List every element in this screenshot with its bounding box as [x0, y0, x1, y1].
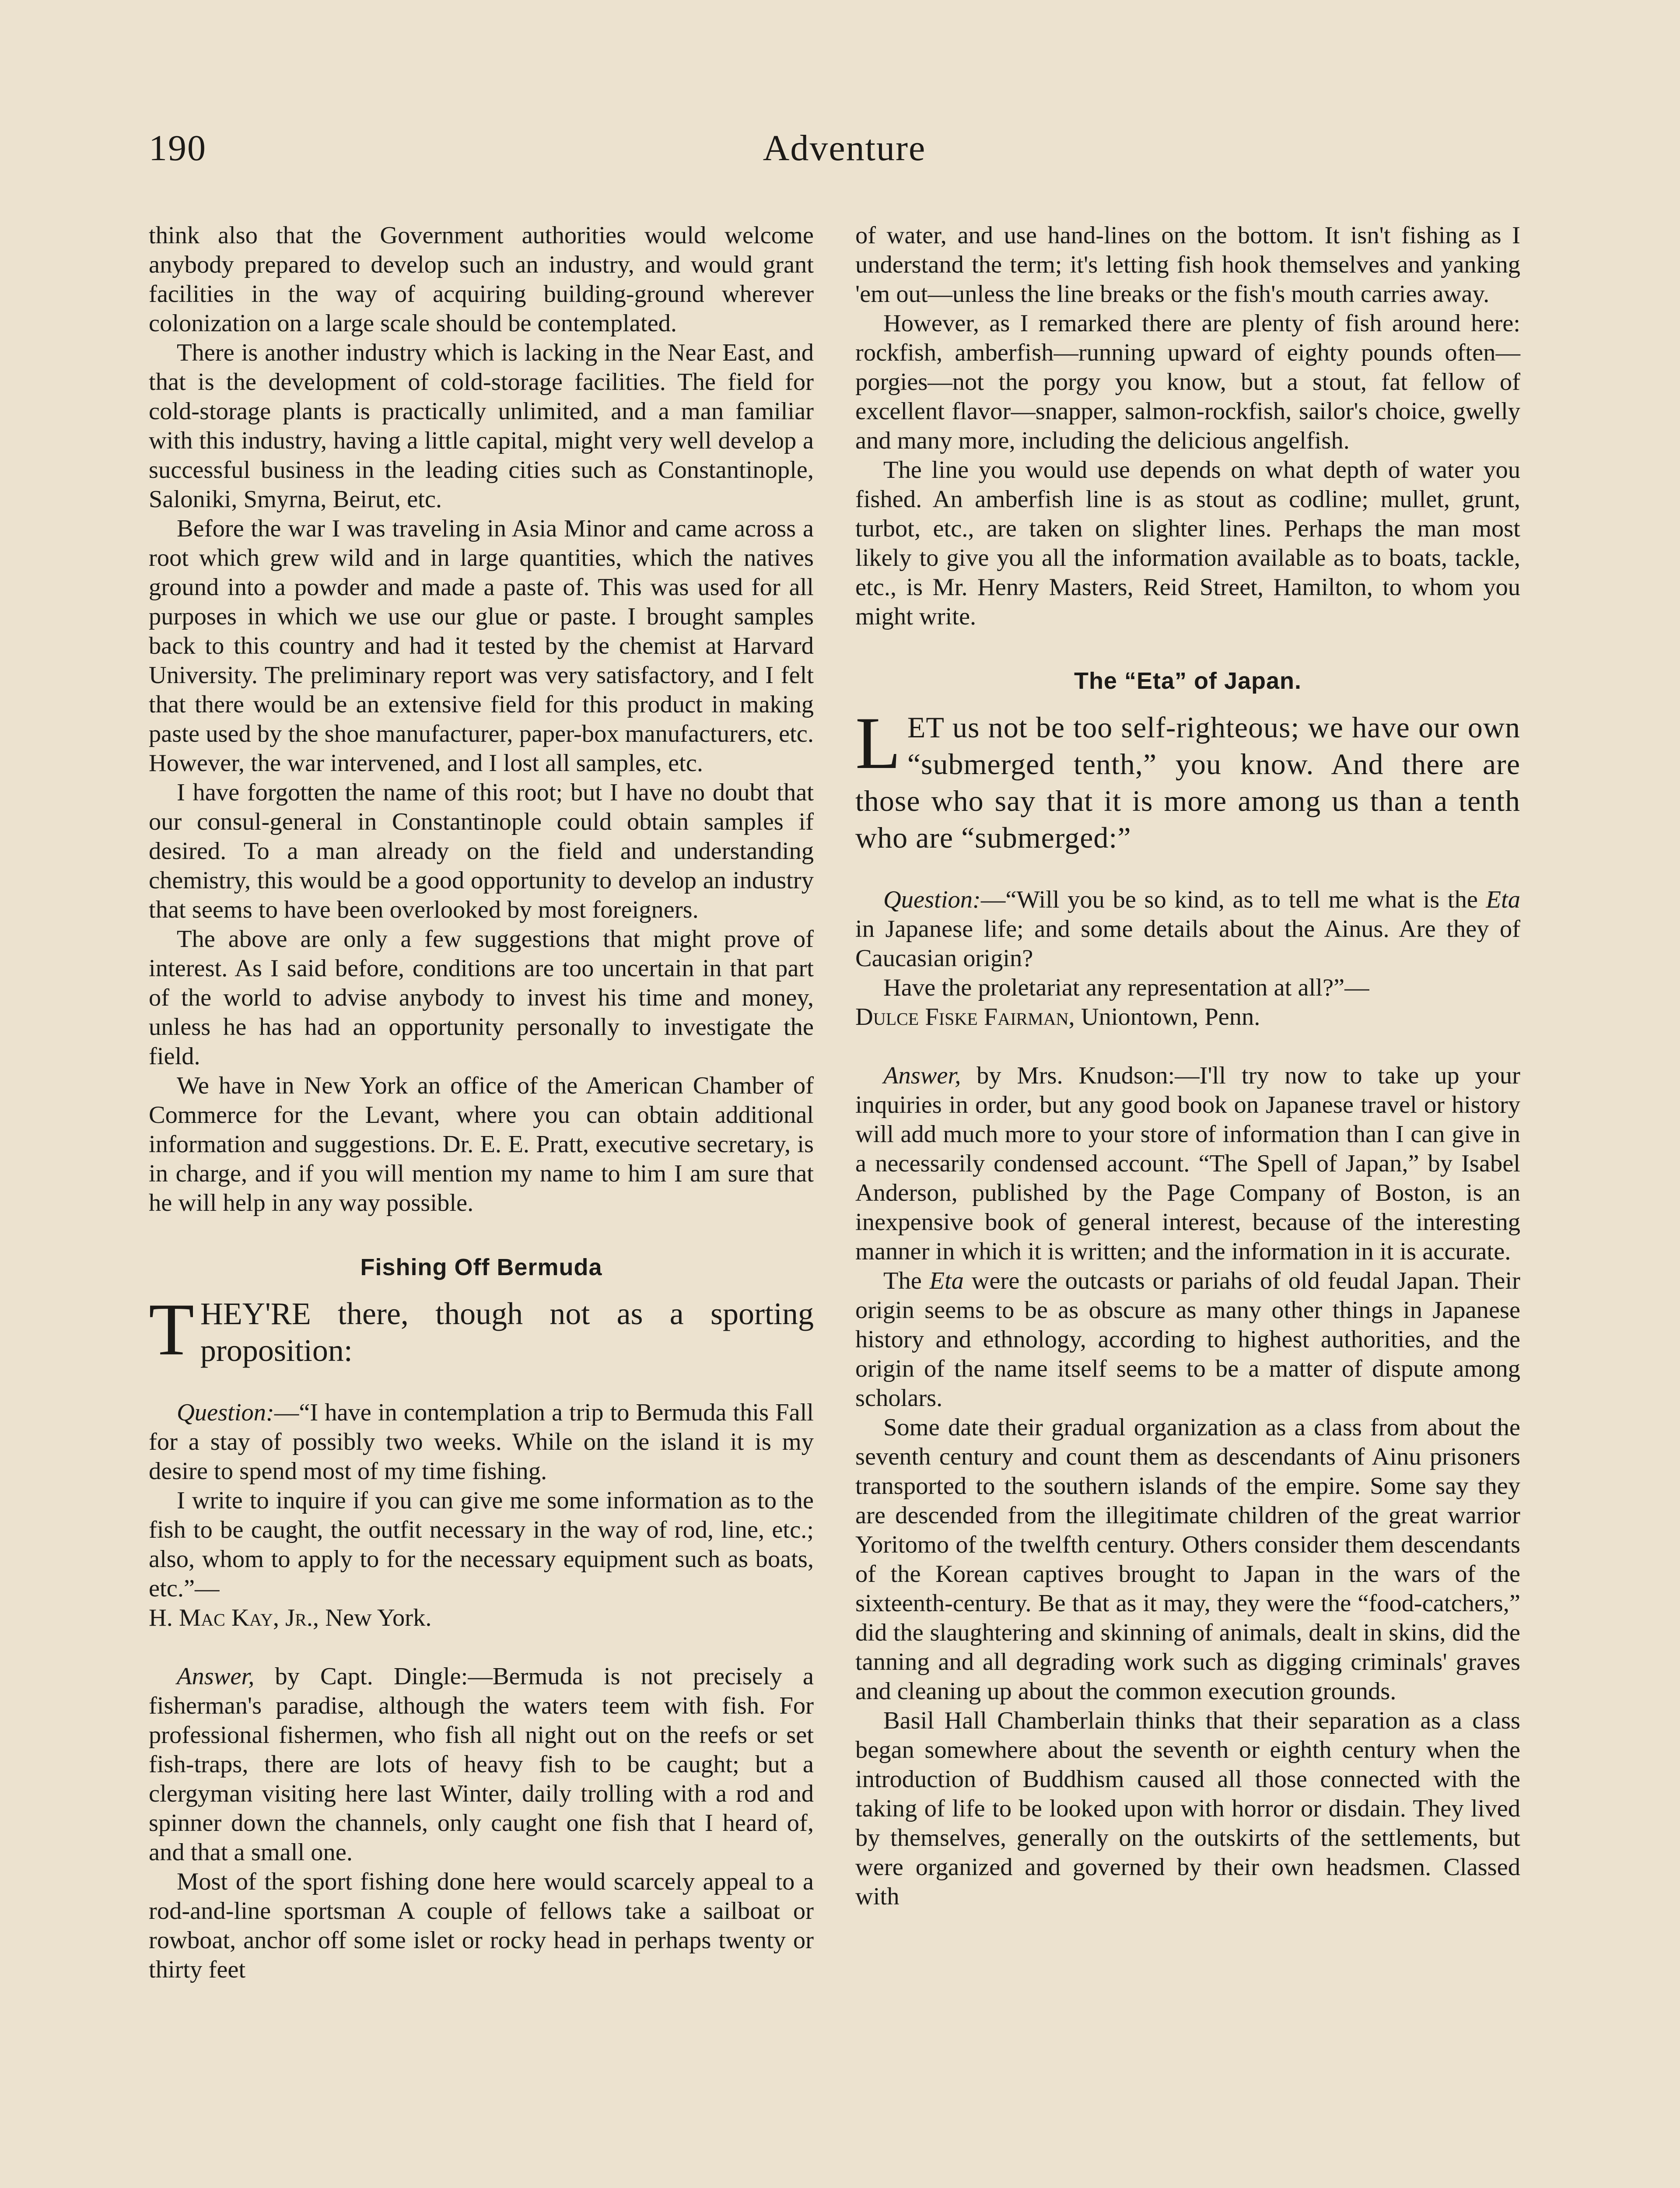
- question-text: —“I have in contemplation a trip to Bermuda this Fall for a stay of possibly two weeks. While on the island it is my desire to spend most of my time fishing.: [149, 1399, 814, 1485]
- signature-place: New York.: [319, 1604, 432, 1631]
- paragraph: The above are only a few suggestions that might prove of interest. As I said before, conditions are too uncertain in that part of the world to advise anybody to invest his time and money, unless he has had an opportunity personally to investigate the field.: [149, 926, 814, 1070]
- question-paragraph-2: [149, 1486, 814, 1633]
- paragraph: think also that the Government authorities would welcome anybody prepared to develop such an industry, and would grant facilities in the way of acquiring building-ground wherever colonization on a large scale should be contemplated.: [149, 222, 814, 337]
- eta-term: Eta: [1486, 886, 1520, 913]
- page-number: 190: [149, 128, 206, 168]
- question-paragraph-2: [855, 973, 1520, 1032]
- eta-term: Eta: [929, 1267, 964, 1294]
- section-heading: Fishing Off Bermuda: [360, 1254, 602, 1280]
- section-heading: The “Eta” of Japan.: [1074, 668, 1302, 694]
- question-text-2: I write to inquire if you can give me some information as to the fish to be caught, the outfit necessary in the way of rod, line, etc.; also, whom to apply to for the necessary equipment such as boats, etc.”—: [149, 1487, 814, 1602]
- paragraph: of water, and use hand-lines on the bottom. It isn't fishing as I understand the term; it's letting fish hook themselves and yanking 'em out—unless the line breaks or the fish's mouth carries away.: [855, 222, 1520, 308]
- paragraph-text-cont: were the outcasts or pariahs of old feudal Japan. Their origin seems to be as obscure as many other things in Japanese history and ethnology, according to highest authorities, and the origin of the name itself seems to be a matter of dispute among scholars.: [855, 1267, 1521, 1412]
- lead-paragraph: [149, 1288, 814, 1371]
- answer-text: by Mrs. Knudson:—I'll try now to take up your inquiries in order, but any good book on Japanese travel or history will add much more to your store of information than I can give in a necessarily condensed account. “The Spell of Japan,” by Isabel Anderson, published by the Page Company of Boston, is an inexpensive book of general interest, because of the interesting manner in which it is written; and the information in it is accurate.: [855, 1062, 1520, 1265]
- question-label: Question:: [883, 886, 981, 913]
- left-column: [149, 221, 814, 1985]
- lead-text: ET us not be too self-righteous; we have our own “submerged tenth,” you know. And there are those who say that it is more among us than a tenth who are “submerged:”: [855, 711, 1520, 854]
- paragraph: Basil Hall Chamberlain thinks that their separation as a class began somewhere about the seventh or eighth century when the introduction of Buddhism caused all those connected with the taking of life to be looked upon with horror or disdain. They lived by themselves, generally on the outskirts of the settlements, but were organized and governed by their own headsmen. Classed with: [855, 1707, 1520, 1910]
- paragraph: [855, 1266, 1520, 1413]
- question-paragraph: [855, 885, 1520, 973]
- paragraph: Most of the sport fishing done here would scarcely appeal to a rod-and-line sportsman A couple of fellows take a sailboat or rowboat, anchor off some islet or rocky head in perhaps twenty or thirty feet: [149, 1868, 814, 1983]
- paragraph: The line you would use depends on what depth of water you fished. An amberfish line is as stout as codline; mullet, grunt, turbot, etc., are taken on slighter lines. Perhaps the man most likely to give you all the information available as to boats, tackle, etc., is Mr. Henry Masters, Reid Street, Hamilton, to whom you might write.: [855, 456, 1520, 630]
- drop-cap: L: [855, 702, 901, 784]
- paragraph: Before the war I was traveling in Asia Minor and came across a root which grew wild and in large quantities, which the natives ground into a powder and made a paste of. This was used for all purposes in which we use our glue or paste. I brought samples back to this country and had it tested by the chemist at Harvard University. The preliminary report was very satisfactory, and I felt that there would be an extensive field for this product in making paste used by the shoe manufacturer, paper-box manufacturers, etc. However, the war intervened, and I lost all samples, etc.: [149, 515, 814, 777]
- paragraph: I have forgotten the name of this root; but I have no doubt that our consul-general in Constantinople could obtain samples if desired. To a man already on the field and understanding chemistry, this would be a good opportunity to develop an industry that seems to have been overlooked by most foreigners.: [149, 779, 814, 923]
- lead-text: HEY'RE there, though not as a sporting proposition:: [200, 1296, 814, 1368]
- question-text-cont: in Japanese life; and some details about the Ainus. Are they of Caucasian origin?: [855, 915, 1520, 972]
- question-paragraph: [149, 1398, 814, 1486]
- paragraph: There is another industry which is lacking in the Near East, and that is the development of cold-storage facilities. The field for cold-storage plants is practically unlimited, and a man familiar with this industry, having a little capital, might very well develop a successful business in the leading cities such as Constantinople, Saloniki, Smyrna, Beirut, etc.: [149, 339, 814, 513]
- drop-cap: T: [149, 1288, 194, 1371]
- paragraph-text: The: [883, 1267, 930, 1294]
- answer-label: Answer,: [177, 1663, 255, 1690]
- signature: H. Mac Kay, Jr.,: [149, 1604, 319, 1631]
- question-text-2: Have the proletariat any representation at all?”—: [883, 974, 1369, 1001]
- question-label: Question:: [177, 1399, 274, 1426]
- page-header: [149, 127, 1540, 184]
- signature-place: Uniontown, Penn.: [1074, 1003, 1260, 1031]
- right-column: [855, 221, 1520, 1911]
- question-text: —“Will you be so kind, as to tell me what is the: [980, 886, 1486, 913]
- signature: Dulce Fiske Fairman,: [855, 1003, 1075, 1031]
- magazine-title: Adventure: [763, 128, 926, 168]
- answer-text: by Capt. Dingle:—Bermuda is not precisely a fisherman's paradise, although the waters teem with fish. For professional fishermen, who fish all night out on the reefs or set fish-traps, there are lots of heavy fish to be caught; but a clergyman visiting here last Winter, daily trolling with a rod and spinner down the channels, only caught one fish that I heard of, and that a small one.: [149, 1663, 814, 1866]
- paragraph: However, as I remarked there are plenty of fish around here: rockfish, amberfish—running upward of eighty pounds often—porgies—not the porgy you know, but a stout, fat fellow of excellent flavor—snapper, salmon-rockfish, sailor's choice, gwelly and many more, including the delicious angelfish.: [855, 310, 1520, 454]
- answer-paragraph: [855, 1061, 1520, 1266]
- answer-label: Answer,: [883, 1062, 961, 1089]
- paragraph: Some date their gradual organization as a class from about the seventh century and count them as descendants of Ainu prisoners transported to the southern islands of the empire. Some say they are descended from the illegitimate children of the great warrior Yoritomo of the twelfth century. Others consider them descendants of the Korean captives brought to Japan in the wars of the sixteenth-century. Be that as it may, they were the “food-catchers,” did the slaughtering and skinning of animals, dealt in skins, did the tanning and all degrading work such as digging criminals' graves and cleaning up about the common execution grounds.: [855, 1414, 1520, 1705]
- answer-paragraph: [149, 1662, 814, 1867]
- paragraph: We have in New York an office of the American Chamber of Commerce for the Levant, where you can obtain additional information and suggestions. Dr. E. E. Pratt, executive secretary, is in charge, and if you will mention my name to him I am sure that he will help in any way possible.: [149, 1072, 814, 1217]
- lead-paragraph: [855, 702, 1520, 856]
